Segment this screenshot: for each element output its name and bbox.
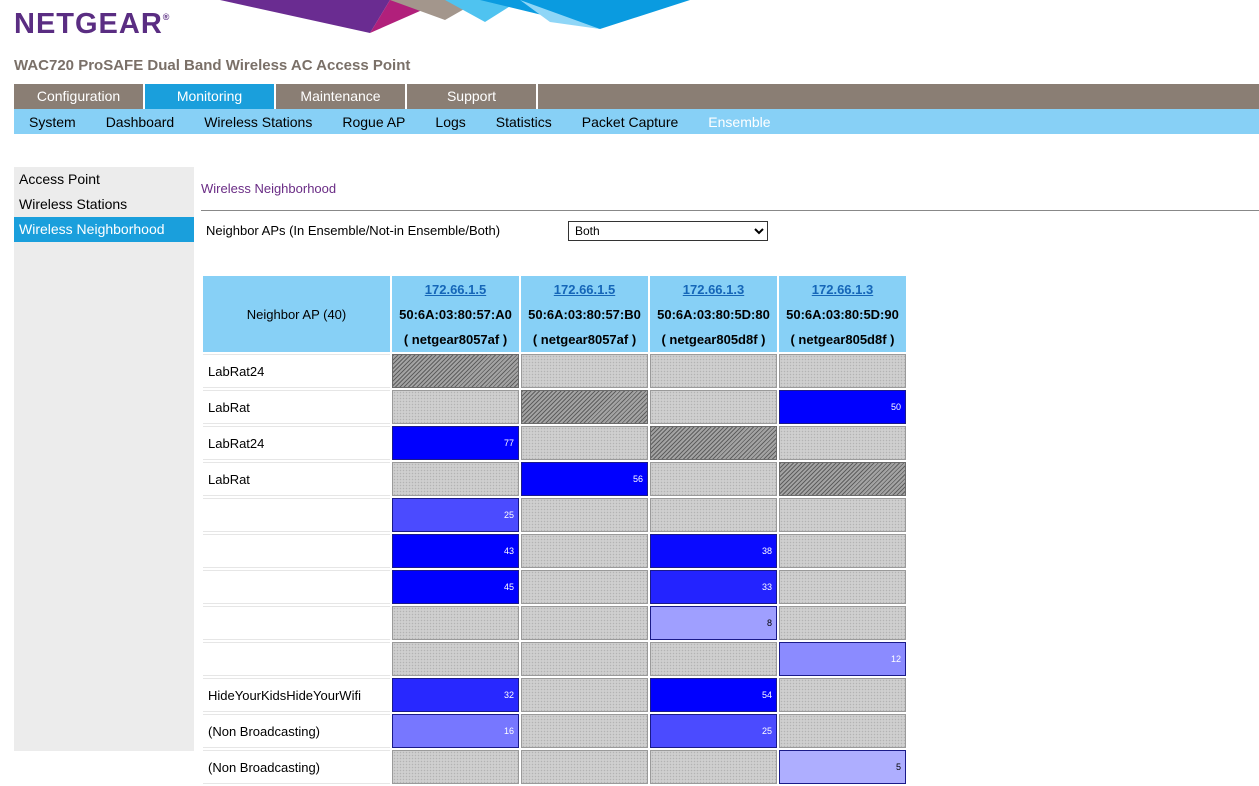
signal-value: 25 (761, 726, 772, 736)
neighbor-ap-header: Neighbor AP (40) (203, 276, 390, 352)
signal-cell (650, 678, 777, 712)
neighbor-ssid: LabRat (203, 462, 390, 496)
empty-signal-cell (521, 678, 648, 712)
neighbor-table (201, 274, 908, 786)
netgear-logo: NETGEAR® (14, 8, 170, 40)
signal-value: 33 (761, 582, 772, 592)
neighbor-ssid (203, 642, 390, 676)
empty-signal-cell (521, 426, 648, 460)
ap-name: ( netgear8057af ) (532, 331, 637, 347)
empty-signal-cell (521, 750, 648, 784)
sidebar-item-wireless-stations[interactable]: Wireless Stations (19, 196, 128, 212)
signal-cell (392, 570, 519, 604)
subnav-system[interactable]: System (29, 113, 76, 130)
self-ap-cell (521, 390, 648, 424)
empty-signal-cell (650, 750, 777, 784)
signal-cell (779, 642, 906, 676)
neighbor-ssid (203, 570, 390, 604)
signal-cell (779, 390, 906, 424)
ap-name: ( netgear805d8f ) (661, 331, 766, 347)
empty-signal-cell (521, 714, 648, 748)
empty-signal-cell (521, 498, 648, 532)
empty-signal-cell (779, 498, 906, 532)
signal-cell (392, 426, 519, 460)
ap-mac: 50:6A:03:80:5D:80 (657, 306, 770, 322)
header-banner-graphic (220, 0, 700, 40)
empty-signal-cell (521, 534, 648, 568)
table-row (203, 498, 906, 532)
empty-signal-cell (779, 606, 906, 640)
tab-configuration[interactable]: Configuration (14, 84, 145, 109)
neighbor-ssid: (Non Broadcasting) (203, 750, 390, 784)
neighbor-ssid (203, 534, 390, 568)
empty-signal-cell (392, 750, 519, 784)
table-row (203, 462, 906, 496)
ap-column-header (650, 276, 777, 352)
signal-value: 32 (503, 690, 514, 700)
table-row (203, 642, 906, 676)
signal-value: 16 (503, 726, 514, 736)
ap-ip-link[interactable]: 172.66.1.3 (682, 281, 745, 297)
ap-name: ( netgear805d8f ) (790, 331, 895, 347)
table-header-row (203, 276, 906, 352)
ap-column-header (392, 276, 519, 352)
self-ap-cell (779, 462, 906, 496)
signal-cell (650, 606, 777, 640)
empty-signal-cell (650, 462, 777, 496)
empty-signal-cell (779, 714, 906, 748)
signal-value: 45 (503, 582, 514, 592)
signal-cell (521, 462, 648, 496)
empty-signal-cell (521, 570, 648, 604)
signal-value: 38 (761, 546, 772, 556)
table-row (203, 678, 906, 712)
empty-signal-cell (779, 678, 906, 712)
table-row (203, 750, 906, 784)
empty-signal-cell (779, 534, 906, 568)
empty-signal-cell (650, 354, 777, 388)
sub-nav (14, 109, 1259, 134)
ap-name: ( netgear8057af ) (403, 331, 508, 347)
neighbor-filter-label: Neighbor APs (In Ensemble/Not-in Ensemble/Both) (206, 223, 501, 238)
ap-mac: 50:6A:03:80:57:A0 (399, 306, 512, 322)
tab-support[interactable]: Support (407, 84, 538, 109)
signal-cell (650, 534, 777, 568)
table-row (203, 570, 906, 604)
table-row (203, 714, 906, 748)
neighbor-ssid (203, 498, 390, 532)
empty-signal-cell (392, 606, 519, 640)
subnav-rogue-ap[interactable]: Rogue AP (342, 113, 406, 130)
neighbor-filter-select[interactable] (568, 221, 768, 241)
subnav-wireless-stations[interactable]: Wireless Stations (204, 113, 313, 130)
tab-monitoring[interactable]: Monitoring (145, 84, 276, 109)
subnav-statistics[interactable]: Statistics (495, 113, 552, 130)
empty-signal-cell (650, 642, 777, 676)
empty-signal-cell (650, 390, 777, 424)
empty-signal-cell (392, 390, 519, 424)
ap-ip-link[interactable]: 172.66.1.5 (424, 281, 487, 297)
empty-signal-cell (392, 642, 519, 676)
signal-value: 77 (503, 438, 514, 448)
table-row (203, 426, 906, 460)
self-ap-cell (392, 354, 519, 388)
empty-signal-cell (521, 642, 648, 676)
ap-mac: 50:6A:03:80:5D:90 (786, 306, 899, 322)
neighbor-ssid: (Non Broadcasting) (203, 714, 390, 748)
tab-maintenance[interactable]: Maintenance (276, 84, 407, 109)
subnav-logs[interactable]: Logs (435, 113, 466, 130)
table-row (203, 390, 906, 424)
neighbor-ssid: HideYourKidsHideYourWifi (203, 678, 390, 712)
empty-signal-cell (521, 606, 648, 640)
sidebar (14, 167, 194, 751)
empty-signal-cell (392, 462, 519, 496)
subnav-ensemble[interactable]: Ensemble (708, 113, 771, 130)
ap-column-header (779, 276, 906, 352)
empty-signal-cell (521, 354, 648, 388)
signal-cell (779, 750, 906, 784)
table-row (203, 534, 906, 568)
product-title: WAC720 ProSAFE Dual Band Wireless AC Access Point (14, 57, 411, 74)
neighbor-ssid: LabRat (203, 390, 390, 424)
signal-value: 50 (890, 402, 901, 412)
signal-cell (392, 678, 519, 712)
signal-value: 5 (895, 762, 901, 772)
table-row (203, 354, 906, 388)
subnav-packet-capture[interactable]: Packet Capture (581, 113, 679, 130)
table-row (203, 606, 906, 640)
sidebar-item-access-point[interactable]: Access Point (19, 171, 100, 187)
ap-mac: 50:6A:03:80:57:B0 (528, 306, 641, 322)
empty-signal-cell (779, 570, 906, 604)
neighbor-ssid: LabRat24 (203, 426, 390, 460)
sidebar-item-wireless-neighborhood[interactable]: Wireless Neighborhood (14, 217, 194, 242)
ap-column-header (521, 276, 648, 352)
signal-value: 56 (632, 474, 643, 484)
main-tabs (14, 84, 1259, 109)
empty-signal-cell (779, 426, 906, 460)
signal-cell (392, 534, 519, 568)
section-divider (201, 210, 1259, 211)
neighbor-ssid: LabRat24 (203, 354, 390, 388)
signal-value: 25 (503, 510, 514, 520)
empty-signal-cell (650, 498, 777, 532)
neighbor-ssid (203, 606, 390, 640)
signal-value: 8 (766, 618, 772, 628)
signal-cell (650, 570, 777, 604)
subnav-dashboard[interactable]: Dashboard (105, 113, 175, 130)
signal-cell (392, 714, 519, 748)
signal-value: 12 (890, 654, 901, 664)
self-ap-cell (650, 426, 777, 460)
signal-value: 54 (761, 690, 772, 700)
neighbor-table-body (203, 354, 906, 784)
ap-ip-link[interactable]: 172.66.1.5 (553, 281, 616, 297)
empty-signal-cell (779, 354, 906, 388)
signal-value: 43 (503, 546, 514, 556)
section-title: Wireless Neighborhood (201, 181, 337, 196)
ap-ip-link[interactable]: 172.66.1.3 (811, 281, 874, 297)
signal-cell (392, 498, 519, 532)
signal-cell (650, 714, 777, 748)
